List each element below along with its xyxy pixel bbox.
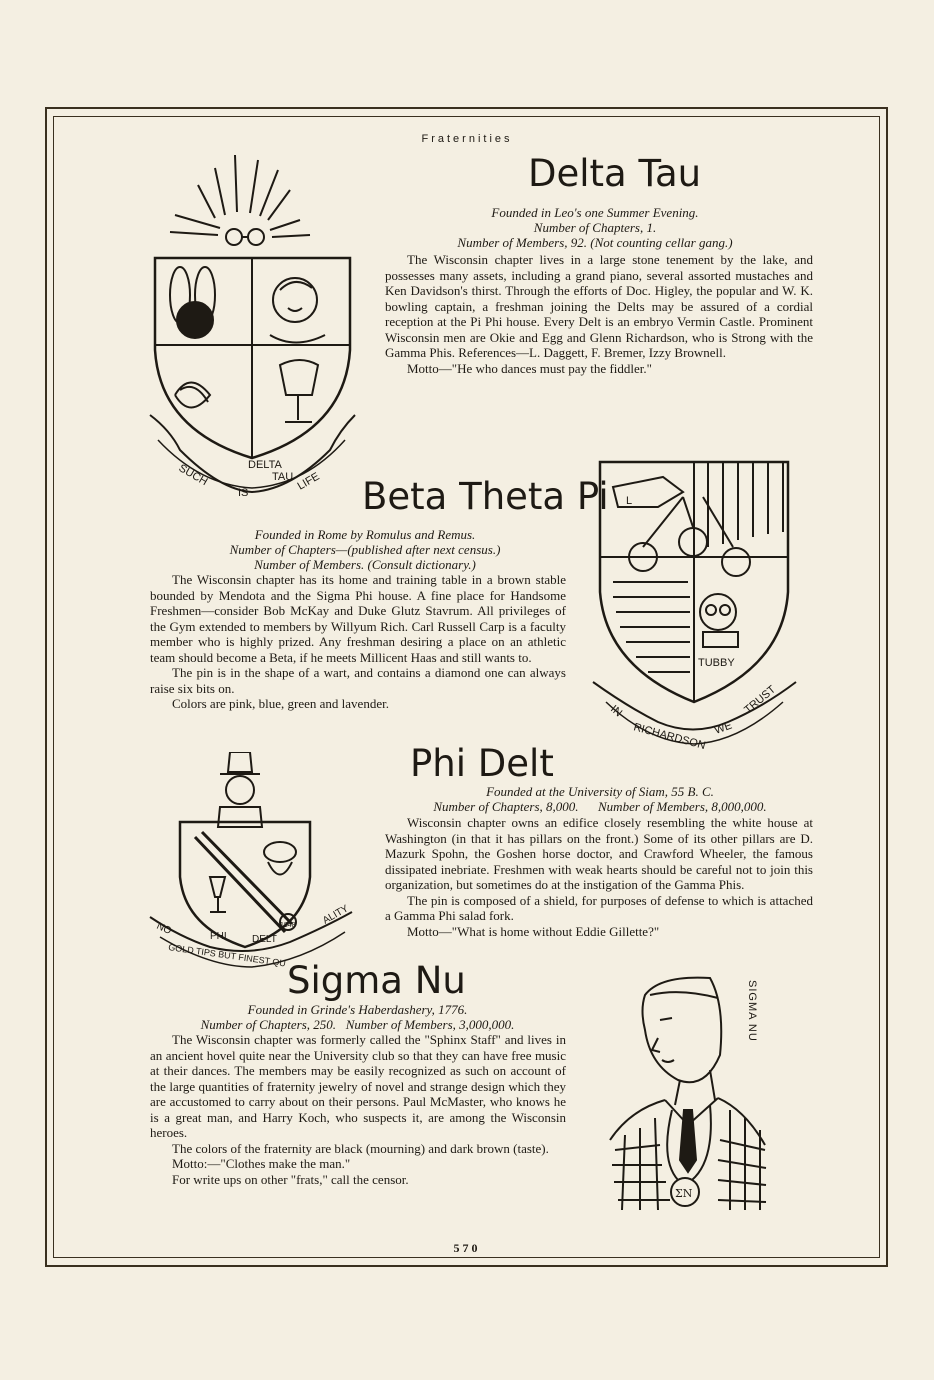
sigma-nu-title: Sigma Nu xyxy=(287,959,466,1002)
beta-theta-pi-members: Number of Members. (Consult dictionary.) xyxy=(254,557,476,572)
beta-theta-pi-crest-illustration xyxy=(588,452,803,752)
sigma-nu-man-illustration xyxy=(600,960,770,1220)
phi-delt-body xyxy=(385,815,813,939)
sigma-nu-founded: Founded in Grinde's Haberdashery, 1776. xyxy=(247,1002,468,1017)
beta-theta-pi-banner-text-2: RICHARDSON xyxy=(632,721,707,752)
phi-delt-crest-date: 1848 xyxy=(280,922,296,929)
beta-theta-pi-crest-label: TUBBY xyxy=(698,657,735,669)
phi-delt-paragraph-1: Wisconsin chapter owns an edifice closely resembling the white house at Washington (in that it has pillars on the front.) Some of its other pillars are D. Mazurk Spohn, the Goshen horse doctor, and Crawford Wheeler, the famous dissipated inebriate. Freshmen with weak hearts should be careful not to join this organization, but sometimes do at the instigation of the Gamma Phis. xyxy=(385,815,813,892)
delta-tau-meta xyxy=(380,205,810,250)
sigma-nu-body xyxy=(150,1032,566,1187)
sigma-nu-motto: Motto:—"Clothes make the man." xyxy=(172,1156,351,1171)
delta-tau-banner-text-1: DELTA xyxy=(248,459,282,471)
beta-theta-pi-colors: Colors are pink, blue, green and lavender. xyxy=(172,696,389,711)
phi-delt-chapters-members: Number of Chapters, 8,000. Number of Members, 8,000,000. xyxy=(433,799,767,814)
beta-theta-pi-body xyxy=(150,572,566,712)
delta-tau-paragraph-1: The Wisconsin chapter lives in a large stone tenement by the lake, and possesses many assets, including a grand piano, several assorted mustaches and Ken Davidson's thirst. Through the efforts of Doc. Higley, the popular and W. K. bowling captain, a freshman joining the Delts may be assured of a cordial reception at the Pi Phi house. Every Delt is an embryo Vermin Castle. Prominent Wisconsin men are Okie and Egg and Glenn Richardson, who is Strong with the Gamma Phis. References—L. Daggett, F. Bremer, Izzy Brownell. xyxy=(385,252,813,360)
sigma-nu-closing-note: For write ups on other "frats," call the censor. xyxy=(172,1171,409,1187)
phi-delt-meta xyxy=(385,784,815,814)
beta-theta-pi-paragraph-2: The pin is in the shape of a wart, and contains a diamond one can always raise six bits on. xyxy=(150,665,566,696)
page-number: 570 xyxy=(453,1241,481,1255)
delta-tau-chapters: Number of Chapters, 1. xyxy=(533,220,657,235)
phi-delt-crest-illustration xyxy=(140,752,365,972)
beta-theta-pi-meta xyxy=(165,527,565,572)
beta-theta-pi-founded: Founded in Rome by Romulus and Remus. xyxy=(254,527,476,542)
phi-delt-title: Phi Delt xyxy=(410,742,554,785)
phi-delt-banner-text-4: ALITY xyxy=(321,903,351,927)
delta-tau-members: Number of Members, 92. (Not counting cellar gang.) xyxy=(457,235,733,250)
delta-tau-motto: Motto—"He who dances must pay the fiddler." xyxy=(407,360,652,376)
phi-delt-banner-text-5: GOLD TIPS BUT FINEST QU xyxy=(167,942,287,969)
sigma-nu-meta xyxy=(150,1002,565,1032)
sigma-nu-medal-label: ΣN xyxy=(675,1187,693,1200)
delta-tau-title: Delta Tau xyxy=(528,152,702,195)
beta-theta-pi-banner-text-4: TRUST xyxy=(742,683,779,717)
beta-theta-pi-paragraph-1: The Wisconsin chapter has its home and training table in a brown stable bounded by Mendota and the Sigma Phi house. A fine place for Handsome Freshmen—consider Bob McKay and Duke Glutz Stavrum. All privileges of the Gym extended to members by Willyum Rich. Carl Russell Carp is a faculty member who is highly prized. Any freshman desiring a place on an athletic team should become a Beta, if he meets Millicent Haas and still wants to. xyxy=(150,572,566,665)
sigma-nu-vertical-label: SIGMA NU xyxy=(746,980,758,1042)
phi-delt-paragraph-2: The pin is composed of a shield, for purposes of defense to which is attached a Gamma Phi salad fork. xyxy=(385,892,813,923)
phi-delt-banner-text-3: DELT xyxy=(252,934,277,945)
sigma-nu-colors: The colors of the fraternity are black (mourning) and dark brown (taste). xyxy=(172,1140,549,1156)
delta-tau-body xyxy=(385,252,813,376)
delta-tau-banner-text-5: LIFE xyxy=(295,470,322,493)
phi-delt-banner-text-2: PHI xyxy=(210,931,227,942)
sigma-nu-paragraph-1: The Wisconsin chapter was formerly called the "Sphinx Staff" and lives in an ancient hovel quite near the University club so that they can have free music at their dances. The members may be easily recognized as such on account of the large quantities of fraternity jewelry of novel and strange design which they are accustomed to carry about on their persons. Paul McMaster, who knows he is a great man, and Harry Koch, who suspects it, are among the Wisconsin heroes. xyxy=(150,1032,566,1140)
delta-tau-banner-text-4: IS xyxy=(238,487,249,499)
delta-tau-founded: Founded in Leo's one Summer Evening. xyxy=(491,205,699,220)
delta-tau-crest-illustration xyxy=(140,140,365,500)
beta-theta-pi-banner-text-3: WE xyxy=(712,719,734,737)
sigma-nu-chapters-members: Number of Chapters, 250. Number of Members, 3,000,000. xyxy=(200,1017,515,1032)
phi-delt-banner-text-1: NO xyxy=(154,920,173,938)
beta-theta-pi-title: Beta Theta Pi xyxy=(362,475,609,518)
beta-theta-pi-chapters: Number of Chapters—(published after next census.) xyxy=(229,542,501,557)
delta-tau-banner-text-2: TAU xyxy=(272,471,294,483)
phi-delt-motto: Motto—"What is home without Eddie Gillette?" xyxy=(407,923,660,939)
phi-delt-founded: Founded at the University of Siam, 55 B. C. xyxy=(486,784,714,799)
delta-tau-banner-text-3: SUCH xyxy=(176,462,210,489)
beta-theta-pi-crest-letter: L xyxy=(626,495,633,507)
running-head: Fraternities xyxy=(421,133,513,145)
beta-theta-pi-banner-text-1: IN xyxy=(608,703,625,720)
